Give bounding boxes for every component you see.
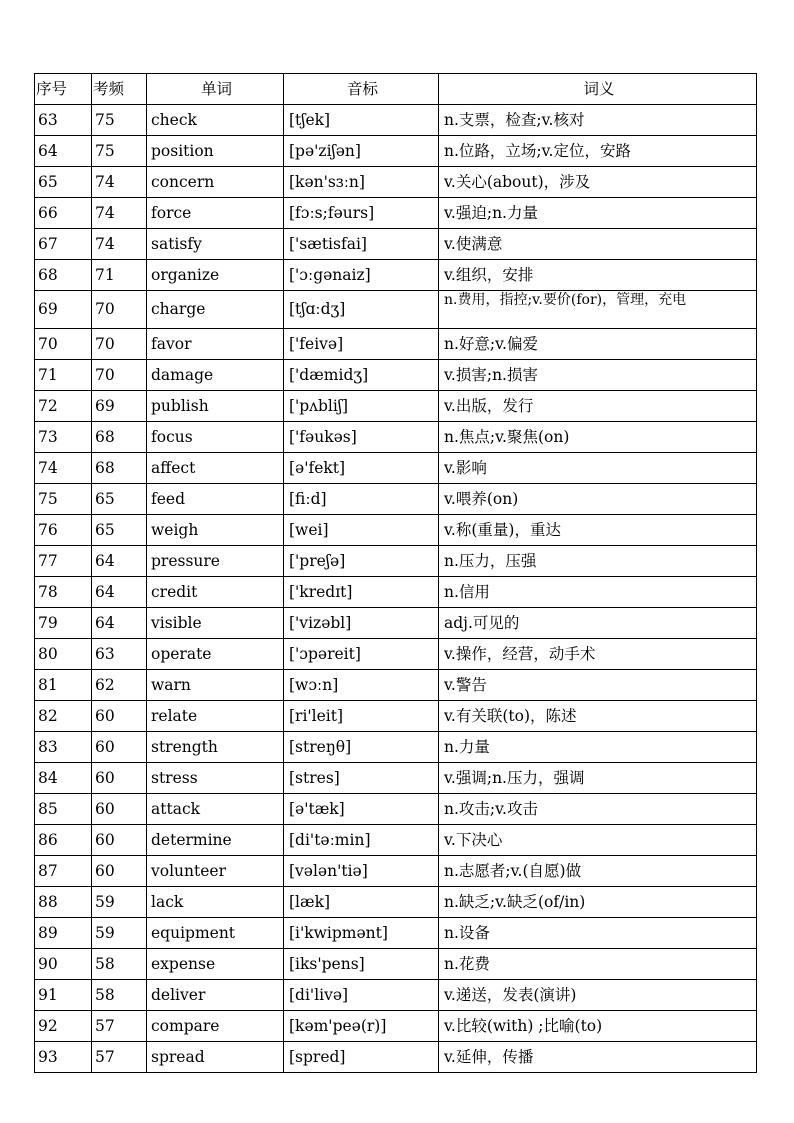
cell-word: publish <box>147 391 284 422</box>
table-row <box>35 763 757 794</box>
cell-meaning: n.缺乏;v.缺乏(of/in) <box>439 887 757 918</box>
cell-frequency: 70 <box>92 329 147 360</box>
cell-seq: 77 <box>35 546 92 577</box>
cell-phonetic: ['vizəbl] <box>284 608 439 639</box>
cell-word: equipment <box>147 918 284 949</box>
cell-word: attack <box>147 794 284 825</box>
header-seq: 序号 <box>35 74 92 105</box>
table-row <box>35 639 757 670</box>
vocabulary-table <box>34 73 757 1073</box>
cell-word: relate <box>147 701 284 732</box>
cell-meaning: v.有关联(to)，陈述 <box>439 701 757 732</box>
cell-seq: 87 <box>35 856 92 887</box>
table-row <box>35 577 757 608</box>
table-row <box>35 701 757 732</box>
cell-word: strength <box>147 732 284 763</box>
cell-phonetic: [ri'leit] <box>284 701 439 732</box>
table-row <box>35 732 757 763</box>
table-row <box>35 167 757 198</box>
cell-word: compare <box>147 1011 284 1042</box>
header-phonetic: 音标 <box>284 74 439 105</box>
cell-frequency: 68 <box>92 453 147 484</box>
cell-seq: 67 <box>35 229 92 260</box>
cell-phonetic: ['ɔːgənaiz] <box>284 260 439 291</box>
cell-word: check <box>147 105 284 136</box>
cell-seq: 66 <box>35 198 92 229</box>
cell-word: affect <box>147 453 284 484</box>
table-row <box>35 105 757 136</box>
cell-word: feed <box>147 484 284 515</box>
cell-word: credit <box>147 577 284 608</box>
cell-meaning: v.延伸，传播 <box>439 1042 757 1073</box>
table-row <box>35 260 757 291</box>
cell-phonetic: [stres] <box>284 763 439 794</box>
cell-meaning: n.费用，指控;v.要价(for)，管理，充电 <box>439 291 757 329</box>
cell-seq: 72 <box>35 391 92 422</box>
cell-word: deliver <box>147 980 284 1011</box>
cell-meaning: n.攻击;v.攻击 <box>439 794 757 825</box>
cell-frequency: 74 <box>92 229 147 260</box>
cell-frequency: 60 <box>92 763 147 794</box>
cell-frequency: 58 <box>92 949 147 980</box>
cell-phonetic: ['feivə] <box>284 329 439 360</box>
table-row <box>35 856 757 887</box>
cell-frequency: 75 <box>92 136 147 167</box>
cell-phonetic: [spred] <box>284 1042 439 1073</box>
cell-meaning: v.喂养(on) <box>439 484 757 515</box>
cell-meaning: v.组织，安排 <box>439 260 757 291</box>
cell-phonetic: [di'təːmin] <box>284 825 439 856</box>
table-row <box>35 980 757 1011</box>
cell-meaning: n.设备 <box>439 918 757 949</box>
cell-seq: 79 <box>35 608 92 639</box>
cell-word: charge <box>147 291 284 329</box>
cell-seq: 74 <box>35 453 92 484</box>
cell-frequency: 60 <box>92 701 147 732</box>
cell-word: warn <box>147 670 284 701</box>
cell-seq: 63 <box>35 105 92 136</box>
cell-seq: 68 <box>35 260 92 291</box>
cell-seq: 88 <box>35 887 92 918</box>
table-row <box>35 198 757 229</box>
cell-word: lack <box>147 887 284 918</box>
cell-phonetic: [ə'fekt] <box>284 453 439 484</box>
cell-meaning: v.损害;n.损害 <box>439 360 757 391</box>
table-header-row <box>35 74 757 105</box>
table-row <box>35 918 757 949</box>
cell-word: focus <box>147 422 284 453</box>
cell-word: volunteer <box>147 856 284 887</box>
cell-meaning: n.力量 <box>439 732 757 763</box>
cell-seq: 65 <box>35 167 92 198</box>
cell-word: position <box>147 136 284 167</box>
cell-seq: 80 <box>35 639 92 670</box>
cell-phonetic: [wei] <box>284 515 439 546</box>
cell-frequency: 75 <box>92 105 147 136</box>
cell-seq: 90 <box>35 949 92 980</box>
cell-seq: 75 <box>35 484 92 515</box>
cell-phonetic: [tʃek] <box>284 105 439 136</box>
cell-phonetic: [kəm'peə(r)] <box>284 1011 439 1042</box>
cell-seq: 82 <box>35 701 92 732</box>
cell-meaning: v.使满意 <box>439 229 757 260</box>
cell-meaning: n.焦点;v.聚焦(on) <box>439 422 757 453</box>
header-frequency: 考频 <box>92 74 147 105</box>
cell-frequency: 68 <box>92 422 147 453</box>
table-row <box>35 515 757 546</box>
cell-seq: 76 <box>35 515 92 546</box>
cell-seq: 86 <box>35 825 92 856</box>
cell-meaning: v.下决心 <box>439 825 757 856</box>
cell-word: expense <box>147 949 284 980</box>
table-row <box>35 484 757 515</box>
cell-meaning: n.花费 <box>439 949 757 980</box>
cell-phonetic: ['pʌbliʃ] <box>284 391 439 422</box>
cell-word: concern <box>147 167 284 198</box>
cell-word: visible <box>147 608 284 639</box>
cell-phonetic: ['ɔpəreit] <box>284 639 439 670</box>
table-row <box>35 794 757 825</box>
table-row <box>35 949 757 980</box>
cell-meaning: v.称(重量)，重达 <box>439 515 757 546</box>
cell-seq: 69 <box>35 291 92 329</box>
cell-frequency: 69 <box>92 391 147 422</box>
cell-frequency: 64 <box>92 577 147 608</box>
cell-frequency: 70 <box>92 360 147 391</box>
cell-phonetic: [wɔːn] <box>284 670 439 701</box>
cell-meaning: adj.可见的 <box>439 608 757 639</box>
cell-frequency: 74 <box>92 167 147 198</box>
cell-word: satisfy <box>147 229 284 260</box>
cell-word: determine <box>147 825 284 856</box>
table-row <box>35 136 757 167</box>
cell-meaning: n.好意;v.偏爱 <box>439 329 757 360</box>
cell-word: weigh <box>147 515 284 546</box>
cell-seq: 71 <box>35 360 92 391</box>
cell-phonetic: [di'livə] <box>284 980 439 1011</box>
table-row <box>35 291 757 329</box>
cell-seq: 73 <box>35 422 92 453</box>
table-body <box>35 105 757 1073</box>
cell-meaning: n.志愿者;v.(自愿)做 <box>439 856 757 887</box>
cell-phonetic: ['fəukəs] <box>284 422 439 453</box>
cell-frequency: 70 <box>92 291 147 329</box>
table-row <box>35 608 757 639</box>
cell-phonetic: [tʃɑːdʒ] <box>284 291 439 329</box>
cell-frequency: 60 <box>92 794 147 825</box>
cell-word: damage <box>147 360 284 391</box>
cell-meaning: n.位路，立场;v.定位，安路 <box>439 136 757 167</box>
cell-frequency: 60 <box>92 825 147 856</box>
header-word: 单词 <box>147 74 284 105</box>
table-row <box>35 391 757 422</box>
table-row <box>35 825 757 856</box>
cell-frequency: 65 <box>92 515 147 546</box>
cell-frequency: 63 <box>92 639 147 670</box>
cell-phonetic: [fɔːs;fəurs] <box>284 198 439 229</box>
table-row <box>35 887 757 918</box>
cell-meaning: v.警告 <box>439 670 757 701</box>
table-row <box>35 670 757 701</box>
cell-word: pressure <box>147 546 284 577</box>
cell-phonetic: ['kredɪt] <box>284 577 439 608</box>
cell-seq: 93 <box>35 1042 92 1073</box>
cell-meaning: n.支票，检查;v.核对 <box>439 105 757 136</box>
cell-word: operate <box>147 639 284 670</box>
cell-meaning: v.操作，经营，动手术 <box>439 639 757 670</box>
table-row <box>35 329 757 360</box>
cell-seq: 91 <box>35 980 92 1011</box>
cell-seq: 70 <box>35 329 92 360</box>
cell-seq: 84 <box>35 763 92 794</box>
cell-frequency: 71 <box>92 260 147 291</box>
cell-phonetic: ['preʃə] <box>284 546 439 577</box>
cell-phonetic: [streŋθ] <box>284 732 439 763</box>
table-row <box>35 453 757 484</box>
cell-phonetic: [i'kwipmənt] <box>284 918 439 949</box>
table-row <box>35 422 757 453</box>
cell-phonetic: [ə'tæk] <box>284 794 439 825</box>
cell-word: stress <box>147 763 284 794</box>
table-row <box>35 1042 757 1073</box>
cell-seq: 78 <box>35 577 92 608</box>
cell-frequency: 57 <box>92 1011 147 1042</box>
cell-phonetic: [læk] <box>284 887 439 918</box>
cell-meaning: v.递送，发表(演讲) <box>439 980 757 1011</box>
cell-seq: 83 <box>35 732 92 763</box>
cell-phonetic: [pə'ziʃən] <box>284 136 439 167</box>
cell-meaning: v.强调;n.压力，强调 <box>439 763 757 794</box>
cell-seq: 89 <box>35 918 92 949</box>
cell-meaning: v.影响 <box>439 453 757 484</box>
table-row <box>35 1011 757 1042</box>
cell-frequency: 64 <box>92 608 147 639</box>
cell-seq: 92 <box>35 1011 92 1042</box>
cell-word: favor <box>147 329 284 360</box>
header-meaning: 词义 <box>439 74 757 105</box>
table-row <box>35 229 757 260</box>
cell-meaning: v.强迫;n.力量 <box>439 198 757 229</box>
cell-word: force <box>147 198 284 229</box>
cell-frequency: 59 <box>92 887 147 918</box>
cell-frequency: 74 <box>92 198 147 229</box>
cell-frequency: 65 <box>92 484 147 515</box>
cell-frequency: 58 <box>92 980 147 1011</box>
cell-meaning: v.比较(with) ;比喻(to) <box>439 1011 757 1042</box>
cell-phonetic: [fiːd] <box>284 484 439 515</box>
cell-frequency: 62 <box>92 670 147 701</box>
table-row <box>35 360 757 391</box>
cell-frequency: 57 <box>92 1042 147 1073</box>
cell-phonetic: [iks'pens] <box>284 949 439 980</box>
cell-phonetic: [vələn'tiə] <box>284 856 439 887</box>
cell-meaning: v.出版，发行 <box>439 391 757 422</box>
cell-word: organize <box>147 260 284 291</box>
table-row <box>35 546 757 577</box>
cell-seq: 64 <box>35 136 92 167</box>
cell-phonetic: ['sætisfai] <box>284 229 439 260</box>
cell-meaning: n.信用 <box>439 577 757 608</box>
cell-phonetic: [kən'sɜːn] <box>284 167 439 198</box>
cell-meaning: n.压力，压强 <box>439 546 757 577</box>
cell-phonetic: ['dæmidʒ] <box>284 360 439 391</box>
cell-frequency: 59 <box>92 918 147 949</box>
cell-seq: 81 <box>35 670 92 701</box>
cell-frequency: 60 <box>92 732 147 763</box>
cell-frequency: 60 <box>92 856 147 887</box>
cell-frequency: 64 <box>92 546 147 577</box>
cell-meaning: v.关心(about)，涉及 <box>439 167 757 198</box>
cell-seq: 85 <box>35 794 92 825</box>
cell-word: spread <box>147 1042 284 1073</box>
